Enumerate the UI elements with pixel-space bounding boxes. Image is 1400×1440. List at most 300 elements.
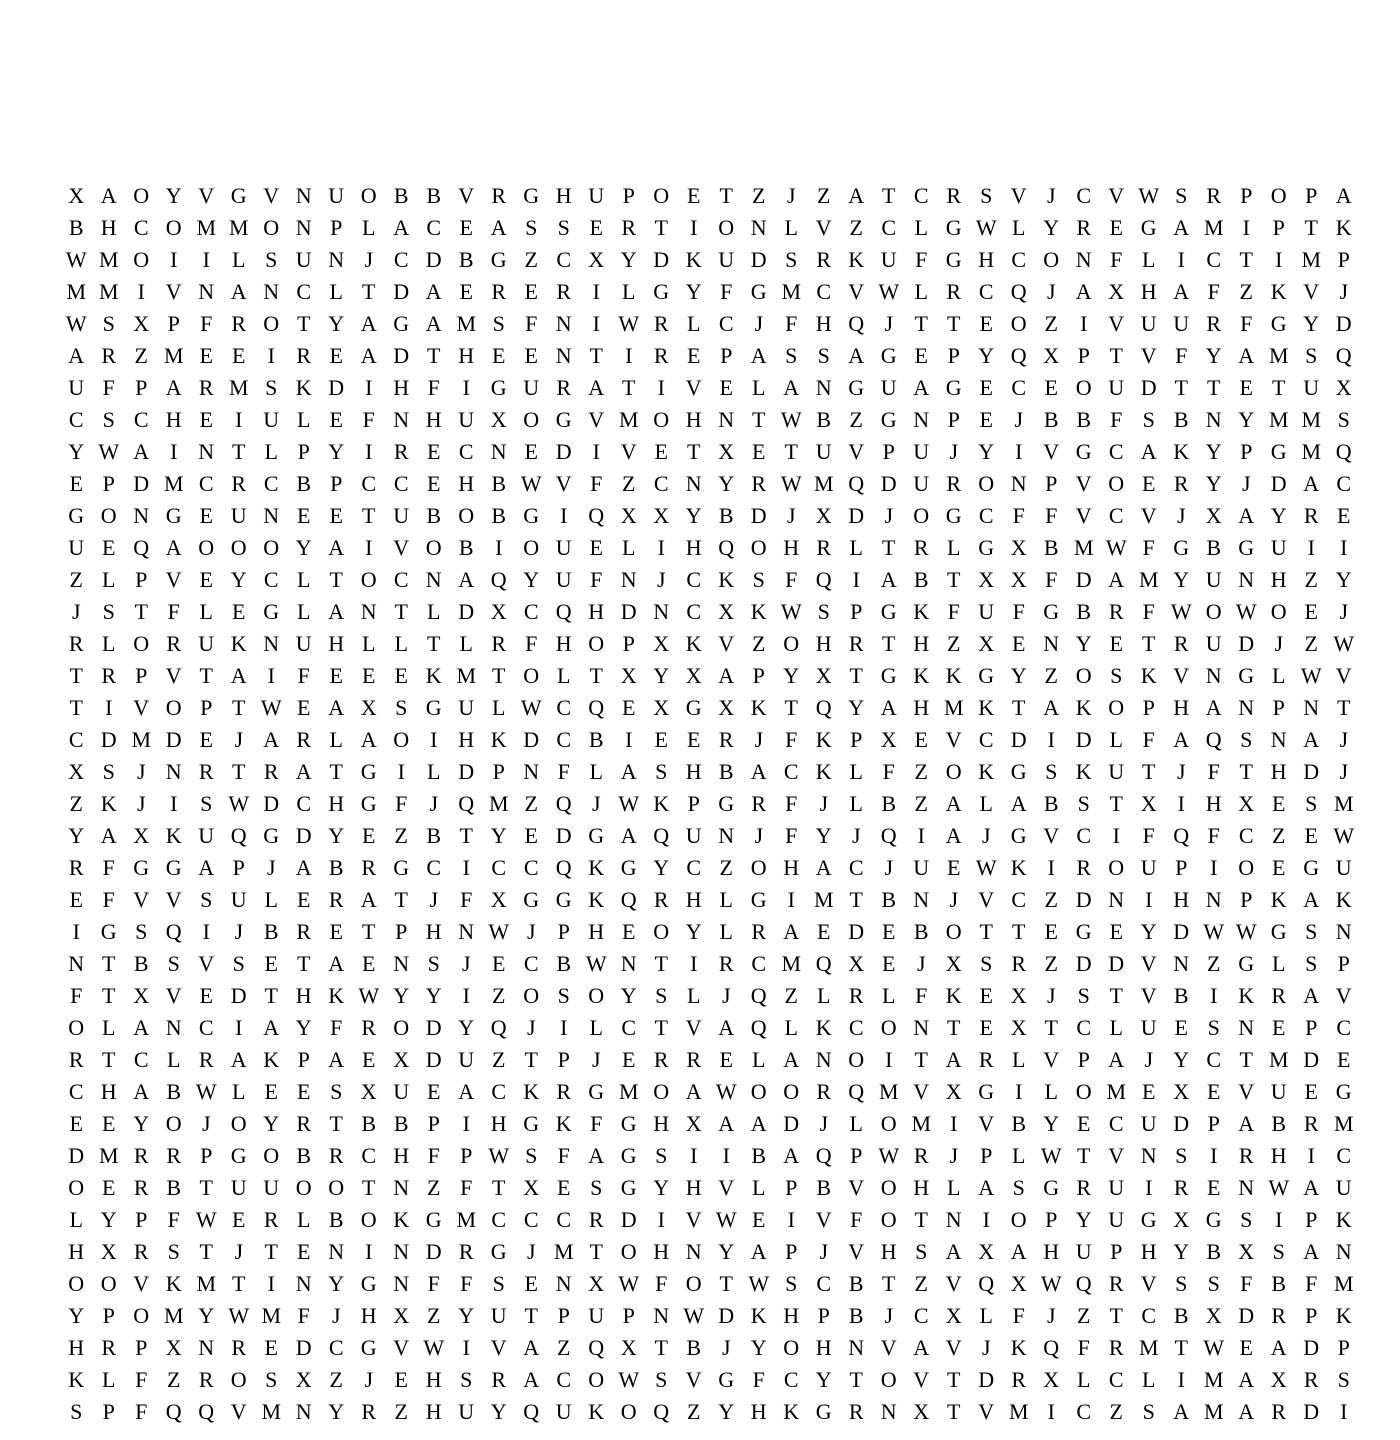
grid-letter[interactable]: A	[1303, 471, 1320, 496]
grid-letter[interactable]: K	[1335, 1303, 1352, 1328]
grid-letter[interactable]: V	[133, 887, 150, 912]
grid-letter[interactable]: N	[393, 1271, 410, 1296]
grid-letter[interactable]: B	[1206, 535, 1222, 560]
grid-letter[interactable]: Y	[1205, 439, 1222, 464]
grid-letter[interactable]: B	[393, 183, 409, 208]
grid-letter[interactable]: W	[1040, 1271, 1062, 1296]
grid-letter[interactable]: U	[68, 535, 85, 560]
grid-letter[interactable]: J	[71, 599, 81, 624]
grid-letter[interactable]: Y	[653, 855, 670, 880]
grid-letter[interactable]: V	[165, 887, 182, 912]
grid-letter[interactable]: T	[882, 183, 896, 208]
grid-letter[interactable]: B	[1043, 535, 1059, 560]
grid-letter[interactable]: Y	[295, 1015, 312, 1040]
grid-letter[interactable]: H	[653, 1239, 670, 1264]
grid-letter[interactable]: T	[914, 1207, 928, 1232]
grid-letter[interactable]: F	[1142, 599, 1155, 624]
grid-letter[interactable]: J	[721, 983, 731, 1008]
grid-letter[interactable]: E	[69, 1111, 83, 1136]
grid-letter[interactable]: A	[945, 823, 962, 848]
grid-letter[interactable]: X	[653, 631, 670, 656]
grid-letter[interactable]: X	[68, 759, 85, 784]
grid-letter[interactable]: W	[975, 855, 997, 880]
grid-letter[interactable]: I	[982, 1207, 990, 1232]
grid-letter[interactable]: P	[980, 1143, 993, 1168]
grid-letter[interactable]: T	[1109, 343, 1123, 368]
grid-letter[interactable]: F	[785, 311, 798, 336]
grid-letter[interactable]: G	[1238, 535, 1255, 560]
grid-letter[interactable]: A	[1303, 1175, 1320, 1200]
grid-letter[interactable]: C	[263, 567, 279, 592]
grid-letter[interactable]: X	[360, 695, 377, 720]
grid-letter[interactable]: J	[1339, 727, 1349, 752]
grid-letter[interactable]: B	[556, 951, 572, 976]
grid-letter[interactable]: D	[230, 983, 247, 1008]
grid-letter[interactable]: N	[263, 503, 280, 528]
grid-letter[interactable]: Z	[1207, 951, 1221, 976]
grid-letter[interactable]: O	[295, 1175, 312, 1200]
grid-letter[interactable]: M	[196, 1271, 217, 1296]
grid-letter[interactable]: O	[393, 727, 410, 752]
grid-letter[interactable]: I	[462, 983, 470, 1008]
grid-letter[interactable]: O	[653, 407, 670, 432]
grid-letter[interactable]: E	[427, 439, 441, 464]
grid-letter[interactable]: D	[1303, 759, 1320, 784]
grid-letter[interactable]: A	[263, 1015, 280, 1040]
grid-letter[interactable]: X	[718, 695, 735, 720]
grid-letter[interactable]: N	[458, 919, 475, 944]
grid-letter[interactable]: C	[556, 727, 572, 752]
grid-letter[interactable]: W	[195, 1079, 217, 1104]
grid-letter[interactable]: A	[588, 375, 605, 400]
grid-letter[interactable]: Z	[1044, 951, 1058, 976]
grid-letter[interactable]: Y	[328, 439, 345, 464]
grid-letter[interactable]: X	[1043, 1367, 1060, 1392]
grid-letter[interactable]: T	[914, 1047, 928, 1072]
grid-letter[interactable]: Y	[198, 1303, 215, 1328]
grid-letter[interactable]: L	[719, 887, 733, 912]
grid-letter[interactable]: T	[134, 599, 148, 624]
grid-letter[interactable]: E	[199, 407, 213, 432]
grid-letter[interactable]: Z	[914, 791, 928, 816]
grid-letter[interactable]: S	[1077, 983, 1090, 1008]
grid-letter[interactable]: F	[1207, 279, 1220, 304]
grid-letter[interactable]: U	[1173, 311, 1190, 336]
grid-letter[interactable]: T	[297, 311, 311, 336]
grid-letter[interactable]: E	[1272, 791, 1286, 816]
grid-letter[interactable]: Z	[752, 183, 766, 208]
grid-letter[interactable]: W	[780, 599, 802, 624]
grid-letter[interactable]: K	[718, 567, 735, 592]
grid-letter[interactable]: E	[69, 887, 83, 912]
grid-letter[interactable]: M	[1203, 1399, 1224, 1424]
grid-letter[interactable]: J	[1241, 471, 1251, 496]
grid-letter[interactable]: F	[1175, 343, 1188, 368]
grid-letter[interactable]: C	[263, 471, 279, 496]
grid-letter[interactable]: P	[1142, 695, 1155, 720]
grid-letter[interactable]: M	[813, 471, 834, 496]
grid-letter[interactable]: G	[718, 791, 735, 816]
grid-letter[interactable]: Q	[815, 951, 832, 976]
grid-letter[interactable]: O	[913, 503, 930, 528]
grid-letter[interactable]: H	[978, 247, 995, 272]
grid-letter[interactable]: P	[135, 567, 148, 592]
grid-letter[interactable]: T	[329, 567, 343, 592]
grid-letter[interactable]: E	[69, 471, 83, 496]
grid-letter[interactable]: Q	[1075, 1271, 1092, 1296]
grid-letter[interactable]: J	[721, 1335, 731, 1360]
grid-letter[interactable]: I	[1112, 823, 1120, 848]
grid-letter[interactable]: H	[68, 1239, 85, 1264]
grid-letter[interactable]: R	[718, 951, 734, 976]
grid-letter[interactable]: M	[553, 1239, 574, 1264]
grid-letter[interactable]: Y	[718, 1239, 735, 1264]
grid-letter[interactable]: J	[819, 1111, 829, 1136]
grid-letter[interactable]: M	[163, 471, 184, 496]
grid-letter[interactable]: Q	[133, 535, 150, 560]
grid-letter[interactable]: P	[752, 663, 765, 688]
grid-letter[interactable]: L	[69, 1207, 83, 1232]
grid-letter[interactable]: A	[1173, 1399, 1190, 1424]
grid-letter[interactable]: N	[913, 407, 930, 432]
grid-letter[interactable]: R	[1076, 855, 1092, 880]
grid-letter[interactable]: S	[167, 951, 180, 976]
grid-letter[interactable]: E	[719, 375, 733, 400]
grid-letter[interactable]: W	[1333, 823, 1355, 848]
grid-letter[interactable]: H	[685, 1175, 702, 1200]
grid-letter[interactable]: E	[524, 279, 538, 304]
grid-letter[interactable]: F	[1110, 407, 1123, 432]
grid-letter[interactable]: H	[458, 727, 475, 752]
grid-letter[interactable]: R	[361, 1399, 377, 1424]
grid-letter[interactable]: L	[297, 567, 311, 592]
grid-letter[interactable]: Z	[1044, 663, 1058, 688]
grid-letter[interactable]: U	[523, 375, 540, 400]
grid-letter[interactable]: R	[913, 1143, 929, 1168]
grid-letter[interactable]: B	[848, 1271, 864, 1296]
grid-letter[interactable]: R	[816, 1079, 832, 1104]
grid-letter[interactable]: A	[360, 343, 377, 368]
grid-letter[interactable]: C	[913, 183, 929, 208]
grid-letter[interactable]: Y	[1043, 1111, 1060, 1136]
grid-letter[interactable]: N	[1303, 695, 1320, 720]
grid-letter[interactable]: G	[1238, 951, 1255, 976]
grid-letter[interactable]: K	[1270, 887, 1287, 912]
grid-letter[interactable]: B	[751, 1143, 767, 1168]
grid-letter[interactable]: T	[102, 983, 116, 1008]
grid-letter[interactable]: C	[426, 215, 442, 240]
grid-letter[interactable]: R	[491, 279, 507, 304]
grid-letter[interactable]: S	[265, 1367, 278, 1392]
grid-letter[interactable]: W	[488, 919, 510, 944]
grid-letter[interactable]: T	[719, 1271, 733, 1296]
grid-letter[interactable]: R	[1238, 1143, 1254, 1168]
grid-letter[interactable]: K	[1335, 215, 1352, 240]
grid-letter[interactable]: Z	[849, 407, 863, 432]
grid-letter[interactable]: S	[1077, 791, 1090, 816]
grid-letter[interactable]: U	[1108, 1207, 1125, 1232]
grid-letter[interactable]: R	[816, 535, 832, 560]
grid-letter[interactable]: N	[620, 567, 637, 592]
grid-letter[interactable]: E	[524, 439, 538, 464]
grid-letter[interactable]: L	[914, 215, 928, 240]
grid-letter[interactable]: P	[330, 471, 343, 496]
grid-letter[interactable]: D	[848, 919, 865, 944]
grid-letter[interactable]: I	[1307, 535, 1315, 560]
grid-letter[interactable]: K	[945, 983, 962, 1008]
grid-letter[interactable]: Q	[198, 1399, 215, 1424]
grid-letter[interactable]: U	[1205, 631, 1222, 656]
grid-letter[interactable]: T	[654, 1015, 668, 1040]
grid-letter[interactable]: X	[653, 503, 670, 528]
grid-letter[interactable]: H	[100, 215, 117, 240]
grid-letter[interactable]: J	[1046, 983, 1056, 1008]
grid-letter[interactable]: G	[263, 823, 280, 848]
grid-letter[interactable]: E	[979, 311, 993, 336]
grid-letter[interactable]: L	[752, 1047, 766, 1072]
grid-letter[interactable]: E	[589, 535, 603, 560]
grid-letter[interactable]: T	[427, 343, 441, 368]
grid-letter[interactable]: V	[1043, 823, 1060, 848]
grid-letter[interactable]: E	[297, 887, 311, 912]
grid-letter[interactable]: C	[328, 1335, 344, 1360]
grid-letter[interactable]: U	[1108, 1175, 1125, 1200]
grid-letter[interactable]: M	[66, 279, 87, 304]
grid-letter[interactable]: N	[198, 439, 215, 464]
grid-letter[interactable]: Q	[165, 1399, 182, 1424]
grid-letter[interactable]: P	[135, 375, 148, 400]
grid-letter[interactable]: N	[133, 503, 150, 528]
grid-letter[interactable]: P	[1272, 695, 1285, 720]
grid-letter[interactable]: I	[657, 1207, 665, 1232]
grid-letter[interactable]: A	[913, 375, 930, 400]
grid-letter[interactable]: I	[1047, 855, 1055, 880]
grid-letter[interactable]: C	[491, 1207, 507, 1232]
grid-letter[interactable]: R	[198, 1367, 214, 1392]
grid-letter[interactable]: L	[849, 535, 863, 560]
grid-letter[interactable]: P	[102, 1303, 115, 1328]
grid-letter[interactable]: C	[458, 439, 474, 464]
grid-letter[interactable]: P	[492, 759, 505, 784]
grid-letter[interactable]: G	[360, 1271, 377, 1296]
grid-letter[interactable]: V	[1140, 1271, 1157, 1296]
grid-letter[interactable]: M	[1268, 1047, 1289, 1072]
grid-letter[interactable]: Q	[555, 791, 572, 816]
grid-letter[interactable]: T	[1142, 631, 1156, 656]
grid-letter[interactable]: F	[915, 983, 928, 1008]
grid-letter[interactable]: I	[657, 375, 665, 400]
grid-letter[interactable]: Q	[1335, 439, 1352, 464]
grid-letter[interactable]: F	[1077, 1335, 1090, 1360]
grid-letter[interactable]: L	[102, 631, 116, 656]
grid-letter[interactable]: T	[752, 407, 766, 432]
grid-letter[interactable]: Y	[425, 983, 442, 1008]
grid-letter[interactable]: A	[328, 599, 345, 624]
grid-letter[interactable]: O	[68, 1271, 85, 1296]
grid-letter[interactable]: D	[555, 823, 572, 848]
grid-letter[interactable]: X	[620, 503, 637, 528]
grid-letter[interactable]: H	[1140, 279, 1157, 304]
grid-letter[interactable]: K	[685, 631, 702, 656]
grid-letter[interactable]: P	[1305, 1303, 1318, 1328]
grid-letter[interactable]: F	[882, 759, 895, 784]
grid-letter[interactable]: T	[199, 663, 213, 688]
grid-letter[interactable]: I	[1015, 1079, 1023, 1104]
grid-letter[interactable]: G	[620, 1175, 637, 1200]
grid-letter[interactable]: E	[199, 567, 213, 592]
grid-letter[interactable]: E	[622, 695, 636, 720]
grid-letter[interactable]: Y	[295, 535, 312, 560]
grid-letter[interactable]: U	[295, 247, 312, 272]
grid-letter[interactable]: I	[885, 1047, 893, 1072]
grid-letter[interactable]: F	[785, 823, 798, 848]
grid-letter[interactable]: E	[979, 407, 993, 432]
grid-letter[interactable]: E	[1337, 1047, 1351, 1072]
grid-letter[interactable]: G	[588, 1079, 605, 1104]
grid-letter[interactable]: B	[913, 919, 929, 944]
grid-letter[interactable]: G	[68, 503, 85, 528]
grid-letter[interactable]: Q	[588, 1335, 605, 1360]
grid-letter[interactable]: K	[393, 1207, 410, 1232]
grid-letter[interactable]: Q	[815, 695, 832, 720]
grid-letter[interactable]: L	[1012, 1143, 1026, 1168]
grid-letter[interactable]: F	[1045, 503, 1058, 528]
grid-letter[interactable]: I	[462, 375, 470, 400]
grid-letter[interactable]: O	[945, 919, 962, 944]
grid-letter[interactable]: T	[1012, 695, 1026, 720]
grid-letter[interactable]: N	[1205, 407, 1222, 432]
grid-letter[interactable]: J	[136, 759, 146, 784]
grid-letter[interactable]: K	[523, 1079, 540, 1104]
grid-letter[interactable]: R	[1011, 1367, 1027, 1392]
grid-letter[interactable]: U	[880, 247, 897, 272]
grid-letter[interactable]: G	[100, 919, 117, 944]
grid-letter[interactable]: O	[230, 1367, 247, 1392]
grid-letter[interactable]: T	[69, 695, 83, 720]
grid-letter[interactable]: R	[653, 887, 669, 912]
grid-letter[interactable]: V	[133, 695, 150, 720]
grid-letter[interactable]: A	[1238, 1399, 1255, 1424]
grid-letter[interactable]: Q	[458, 791, 475, 816]
grid-letter[interactable]: N	[685, 471, 702, 496]
grid-letter[interactable]: H	[913, 631, 930, 656]
grid-letter[interactable]: N	[263, 631, 280, 656]
grid-letter[interactable]: Z	[329, 1367, 343, 1392]
grid-letter[interactable]: N	[1238, 1175, 1255, 1200]
grid-letter[interactable]: G	[1043, 1175, 1060, 1200]
grid-letter[interactable]: V	[1335, 663, 1352, 688]
grid-letter[interactable]: P	[1175, 855, 1188, 880]
grid-letter[interactable]: F	[785, 567, 798, 592]
grid-letter[interactable]: O	[750, 1079, 767, 1104]
grid-letter[interactable]: C	[1108, 1111, 1124, 1136]
grid-letter[interactable]: F	[752, 1367, 765, 1392]
grid-letter[interactable]: E	[1109, 631, 1123, 656]
grid-letter[interactable]: Y	[685, 919, 702, 944]
grid-letter[interactable]: Z	[1109, 1399, 1123, 1424]
grid-letter[interactable]: I	[1080, 311, 1088, 336]
grid-letter[interactable]: J	[754, 823, 764, 848]
grid-letter[interactable]: G	[523, 887, 540, 912]
grid-letter[interactable]: J	[949, 1143, 959, 1168]
grid-letter[interactable]: F	[1110, 247, 1123, 272]
grid-letter[interactable]: V	[718, 631, 735, 656]
grid-letter[interactable]: F	[1012, 503, 1025, 528]
grid-letter[interactable]: A	[198, 855, 215, 880]
grid-letter[interactable]: E	[654, 727, 668, 752]
grid-letter[interactable]: X	[1010, 535, 1027, 560]
grid-letter[interactable]: L	[362, 215, 376, 240]
grid-letter[interactable]: S	[525, 215, 538, 240]
grid-letter[interactable]: C	[1108, 439, 1124, 464]
grid-letter[interactable]: R	[1108, 1335, 1124, 1360]
grid-letter[interactable]: J	[331, 1303, 341, 1328]
grid-letter[interactable]: N	[1205, 887, 1222, 912]
grid-letter[interactable]: I	[1047, 727, 1055, 752]
grid-letter[interactable]: U	[458, 1399, 475, 1424]
grid-letter[interactable]: I	[1210, 855, 1218, 880]
grid-letter[interactable]: F	[1142, 727, 1155, 752]
grid-letter[interactable]: C	[133, 407, 149, 432]
grid-letter[interactable]: E	[459, 215, 473, 240]
grid-letter[interactable]: S	[265, 375, 278, 400]
grid-letter[interactable]: B	[848, 1303, 864, 1328]
grid-letter[interactable]: Q	[230, 823, 247, 848]
grid-letter[interactable]: A	[1303, 983, 1320, 1008]
grid-letter[interactable]: A	[523, 1367, 540, 1392]
grid-letter[interactable]: K	[328, 983, 345, 1008]
grid-letter[interactable]: U	[230, 887, 247, 912]
grid-letter[interactable]: B	[588, 727, 604, 752]
grid-letter[interactable]: M	[1138, 567, 1159, 592]
grid-letter[interactable]: R	[653, 343, 669, 368]
grid-letter[interactable]: Y	[1173, 1239, 1190, 1264]
grid-letter[interactable]: X	[523, 1175, 540, 1200]
grid-letter[interactable]: V	[978, 887, 995, 912]
grid-letter[interactable]: D	[1140, 375, 1157, 400]
grid-letter[interactable]: Q	[588, 503, 605, 528]
grid-letter[interactable]: N	[523, 759, 540, 784]
grid-letter[interactable]: L	[427, 599, 441, 624]
grid-letter[interactable]: T	[1239, 247, 1253, 272]
grid-letter[interactable]: P	[1337, 1335, 1350, 1360]
grid-letter[interactable]: R	[328, 887, 344, 912]
grid-letter[interactable]: J	[1144, 1047, 1154, 1072]
grid-letter[interactable]: R	[1303, 1111, 1319, 1136]
grid-letter[interactable]: E	[362, 663, 376, 688]
grid-letter[interactable]: Y	[1238, 407, 1255, 432]
grid-letter[interactable]: O	[198, 535, 215, 560]
grid-letter[interactable]: P	[395, 919, 408, 944]
grid-letter[interactable]: Y	[490, 823, 507, 848]
grid-letter[interactable]: Q	[165, 919, 182, 944]
grid-letter[interactable]: G	[360, 1335, 377, 1360]
grid-letter[interactable]: R	[588, 1207, 604, 1232]
grid-letter[interactable]: D	[1173, 919, 1190, 944]
grid-letter[interactable]: N	[295, 183, 312, 208]
grid-letter[interactable]: Y	[328, 311, 345, 336]
grid-letter[interactable]: G	[978, 535, 995, 560]
grid-letter[interactable]: I	[592, 439, 600, 464]
grid-letter[interactable]: X	[1238, 791, 1255, 816]
grid-letter[interactable]: C	[68, 1079, 84, 1104]
grid-letter[interactable]: K	[750, 599, 767, 624]
grid-letter[interactable]: W	[1235, 599, 1257, 624]
grid-letter[interactable]: R	[1271, 1399, 1287, 1424]
grid-letter[interactable]: Q	[555, 855, 572, 880]
grid-letter[interactable]: G	[620, 1111, 637, 1136]
grid-letter[interactable]: N	[1238, 1015, 1255, 1040]
